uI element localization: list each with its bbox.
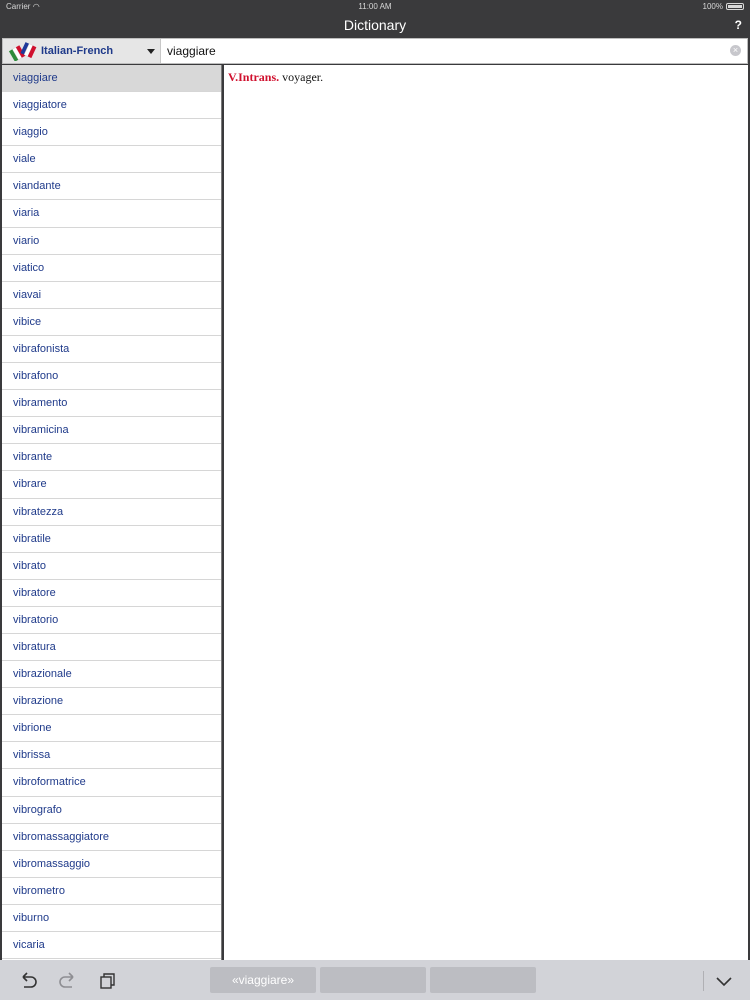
battery-indicator: 100% xyxy=(703,2,744,11)
search-row xyxy=(2,38,748,64)
wifi-icon: ◠ xyxy=(32,2,40,11)
word-list-item[interactable]: vibrazionale xyxy=(2,661,221,688)
copy-icon[interactable] xyxy=(98,972,118,990)
word-list-item[interactable]: vibratezza xyxy=(2,499,221,526)
word-list-item[interactable]: vibratile xyxy=(2,526,221,553)
translation-text: voyager. xyxy=(279,70,324,84)
word-list-item[interactable]: vibrafono xyxy=(2,363,221,390)
word-list-item[interactable]: vibrazione xyxy=(2,688,221,715)
word-list-item[interactable]: viaggiatore xyxy=(2,92,221,119)
title-bar xyxy=(0,14,750,38)
word-list-item[interactable]: vibrante xyxy=(2,444,221,471)
chevron-down-icon xyxy=(147,49,155,54)
clear-search-icon[interactable]: × xyxy=(730,45,741,56)
word-list-item[interactable]: vibratorio xyxy=(2,607,221,634)
carrier-label: Carrier ◠ xyxy=(6,2,40,11)
word-list-item[interactable]: vibrare xyxy=(2,471,221,498)
page-title: Dictionary xyxy=(343,17,407,33)
undo-icon[interactable] xyxy=(18,972,38,990)
hide-keyboard-chevron-icon[interactable] xyxy=(714,972,734,990)
word-list-item[interactable]: viatico xyxy=(2,255,221,282)
word-list-item[interactable]: vibromassaggio xyxy=(2,851,221,878)
part-of-speech: V.Intrans. xyxy=(228,70,280,84)
word-list-item[interactable]: vibrafonista xyxy=(2,336,221,363)
word-list-item[interactable]: vibrografo xyxy=(2,797,221,824)
word-list-item[interactable]: vicaria xyxy=(2,932,221,959)
word-list-item[interactable]: vibice xyxy=(2,309,221,336)
word-list-item[interactable]: viaggio xyxy=(2,119,221,146)
history-button-1[interactable]: «viaggiare» xyxy=(210,967,316,993)
word-list-item[interactable]: viandante xyxy=(2,173,221,200)
status-time: 11:00 AM xyxy=(358,2,392,11)
language-selector[interactable] xyxy=(3,39,161,63)
word-list-item[interactable]: vibroformatrice xyxy=(2,769,221,796)
bottom-toolbar xyxy=(0,960,750,1000)
word-list-item[interactable]: viaggiare xyxy=(2,65,221,92)
help-button[interactable]: ? xyxy=(734,18,742,32)
word-list-item[interactable]: vibramento xyxy=(2,390,221,417)
word-list-item[interactable]: vibramicina xyxy=(2,417,221,444)
word-list-item[interactable]: viburno xyxy=(2,905,221,932)
word-list-item[interactable]: viavai xyxy=(2,282,221,309)
word-list-item[interactable]: vibromassaggiatore xyxy=(2,824,221,851)
toolbar-divider xyxy=(703,971,704,991)
definition-panel xyxy=(224,65,748,960)
word-list-item[interactable]: vibrato xyxy=(2,553,221,580)
redo-icon[interactable] xyxy=(58,972,78,990)
word-list xyxy=(2,65,222,960)
status-bar xyxy=(0,0,750,14)
word-list-item[interactable]: vibrometro xyxy=(2,878,221,905)
italian-french-flag-icon xyxy=(9,41,37,61)
history-button-3[interactable] xyxy=(430,967,536,993)
word-list-item[interactable]: viaria xyxy=(2,200,221,227)
word-list-item[interactable]: vibrissa xyxy=(2,742,221,769)
word-list-item[interactable]: viale xyxy=(2,146,221,173)
word-list-item[interactable]: vibrione xyxy=(2,715,221,742)
word-list-item[interactable]: vibratore xyxy=(2,580,221,607)
language-label: Italian-French xyxy=(41,45,114,57)
search-input[interactable] xyxy=(161,39,723,63)
battery-icon xyxy=(726,3,744,10)
word-list-item[interactable]: viario xyxy=(2,228,221,255)
history-button-2[interactable] xyxy=(320,967,426,993)
word-list-item[interactable]: vibratura xyxy=(2,634,221,661)
